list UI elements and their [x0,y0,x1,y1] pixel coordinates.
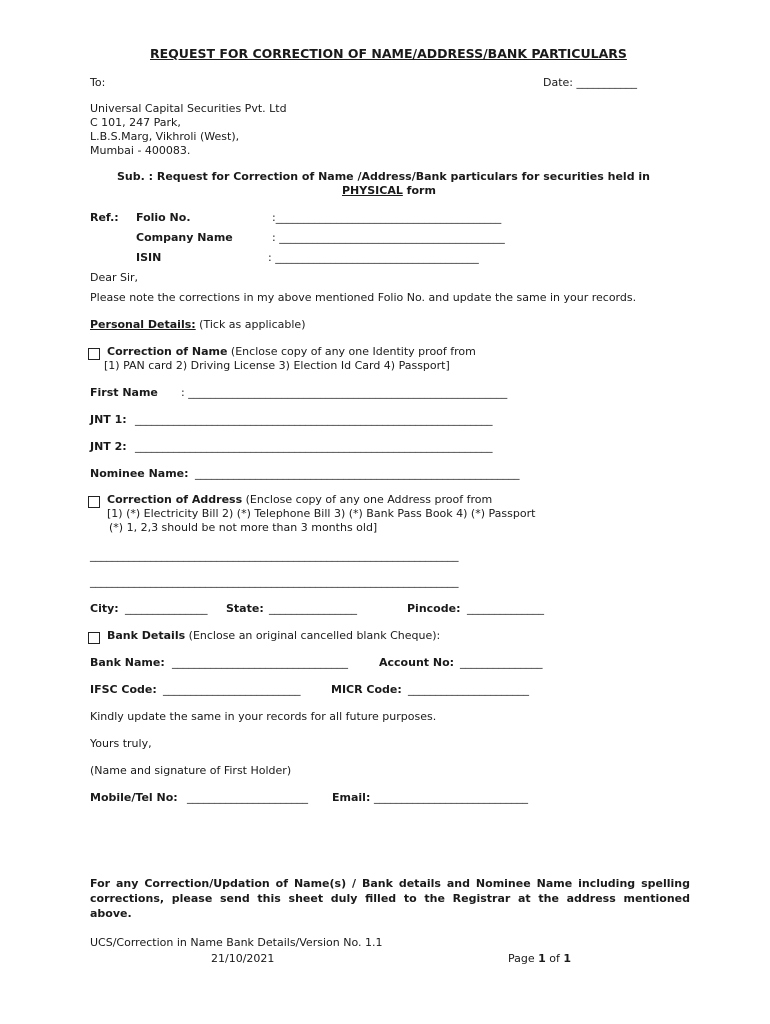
email-field[interactable]: ____________________________ [374,791,528,804]
name-heading-text: Correction of Name [107,345,228,358]
address-line-3: L.B.S.Marg, Vikhroli (West), [90,130,240,143]
ifsc-field[interactable]: _________________________ [163,683,301,696]
account-field[interactable]: _______________ [460,656,543,669]
to-label: To: [90,76,106,89]
name-proof-list: [1) PAN card 2) Driving License 3) Election Id Card 4) Passport] [104,359,450,372]
nominee-label: Nominee Name: [90,467,189,480]
bank-name-label: Bank Name: [90,656,165,669]
personal-heading-text: Personal Details: [90,318,196,331]
signature-label: (Name and signature of First Holder) [90,764,292,777]
account-label: Account No: [379,656,455,669]
jnt2-field[interactable]: _________________________________________________________________ [135,440,493,453]
bank-name-field[interactable]: ________________________________ [172,656,348,669]
address-blank-line-2[interactable]: ___________________________________________________________________ [90,575,459,588]
isin-field[interactable]: : _____________________________________ [268,251,479,264]
page-number [508,952,571,965]
kindly-update-text: Kindly update the same in your records for all future purposes. [90,710,437,723]
state-label: State: [226,602,264,615]
address-proof-note: (*) 1, 2,3 should be not more than 3 months old] [109,521,378,534]
company-label: Company Name [136,231,233,244]
personal-details-heading [90,318,305,331]
date-field[interactable]: Date: ___________ [543,76,637,89]
intro-text: Please note the corrections in my above mentioned Folio No. and update the same in your records. [90,291,637,304]
mobile-field[interactable]: ______________________ [187,791,308,804]
city-label: City: [90,602,119,615]
page-num: 1 [538,952,546,965]
nominee-field[interactable]: ___________________________________________________________ [195,467,520,480]
folio-label: Folio No. [136,211,191,224]
footer-note-line-3: above. [90,907,132,920]
mobile-label: Mobile/Tel No: [90,791,178,804]
footer-note-line-1: For any Correction/Updation of Name(s) / Bank details and Nominee Name including spelling [90,877,690,890]
version-date: 21/10/2021 [211,952,275,965]
footer-note-line-2: corrections, please send this sheet duly filled to the Registrar at the address mentioned [90,892,690,905]
micr-field[interactable]: ______________________ [408,683,529,696]
state-field[interactable]: ________________ [269,602,357,615]
address-line-4: Mumbai - 400083. [90,144,191,157]
first-name-label: First Name [90,386,158,399]
pincode-label: Pincode: [407,602,461,615]
name-correction-checkbox[interactable] [88,348,100,360]
bank-note: (Enclose an original cancelled blank Cheque): [185,629,441,642]
jnt2-label: JNT 2: [90,440,127,453]
address-heading-text: Correction of Address [107,493,243,506]
form-text: form [402,184,436,197]
address-correction-heading [107,493,492,506]
version-text: UCS/Correction in Name Bank Details/Version No. 1.1 [90,936,383,949]
personal-note: (Tick as applicable) [195,318,306,331]
first-name-field[interactable]: : __________________________________________________________ [181,386,508,399]
subject-form [342,184,436,197]
address-note: (Enclose copy of any one Address proof from [242,493,493,506]
bank-details-checkbox[interactable] [88,632,100,644]
jnt1-field[interactable]: _________________________________________________________________ [135,413,493,426]
bank-details-heading [107,629,440,642]
name-correction-heading [107,345,476,358]
name-note: (Enclose copy of any one Identity proof from [227,345,476,358]
company-field[interactable]: : _________________________________________ [272,231,505,244]
page-total: 1 [563,952,572,965]
yours-truly: Yours truly, [90,737,152,750]
ifsc-label: IFSC Code: [90,683,157,696]
folio-field[interactable]: :_________________________________________ [272,211,502,224]
physical-text: PHYSICAL [342,184,403,197]
email-label: Email: [332,791,371,804]
salutation: Dear Sir, [90,271,139,284]
address-correction-checkbox[interactable] [88,496,100,508]
page-title: REQUEST FOR CORRECTION OF NAME/ADDRESS/BANK PARTICULARS [150,46,627,61]
isin-label: ISIN [136,251,162,264]
jnt1-label: JNT 1: [90,413,127,426]
address-proof-list: [1) (*) Electricity Bill 2) (*) Telephone Bill 3) (*) Bank Pass Book 4) (*) Passport [107,507,536,520]
pincode-field[interactable]: ______________ [467,602,544,615]
subject-line: Sub. : Request for Correction of Name /Address/Bank particulars for securities held in [117,170,650,183]
city-field[interactable]: _______________ [125,602,208,615]
ref-label: Ref.: [90,211,119,224]
address-line-1: Universal Capital Securities Pvt. Ltd [90,102,287,115]
address-blank-line-1[interactable]: ___________________________________________________________________ [90,549,459,562]
of-word: of [545,952,564,965]
bank-heading-text: Bank Details [107,629,186,642]
micr-label: MICR Code: [331,683,402,696]
address-line-2: C 101, 247 Park, [90,116,181,129]
page-word: Page [508,952,539,965]
